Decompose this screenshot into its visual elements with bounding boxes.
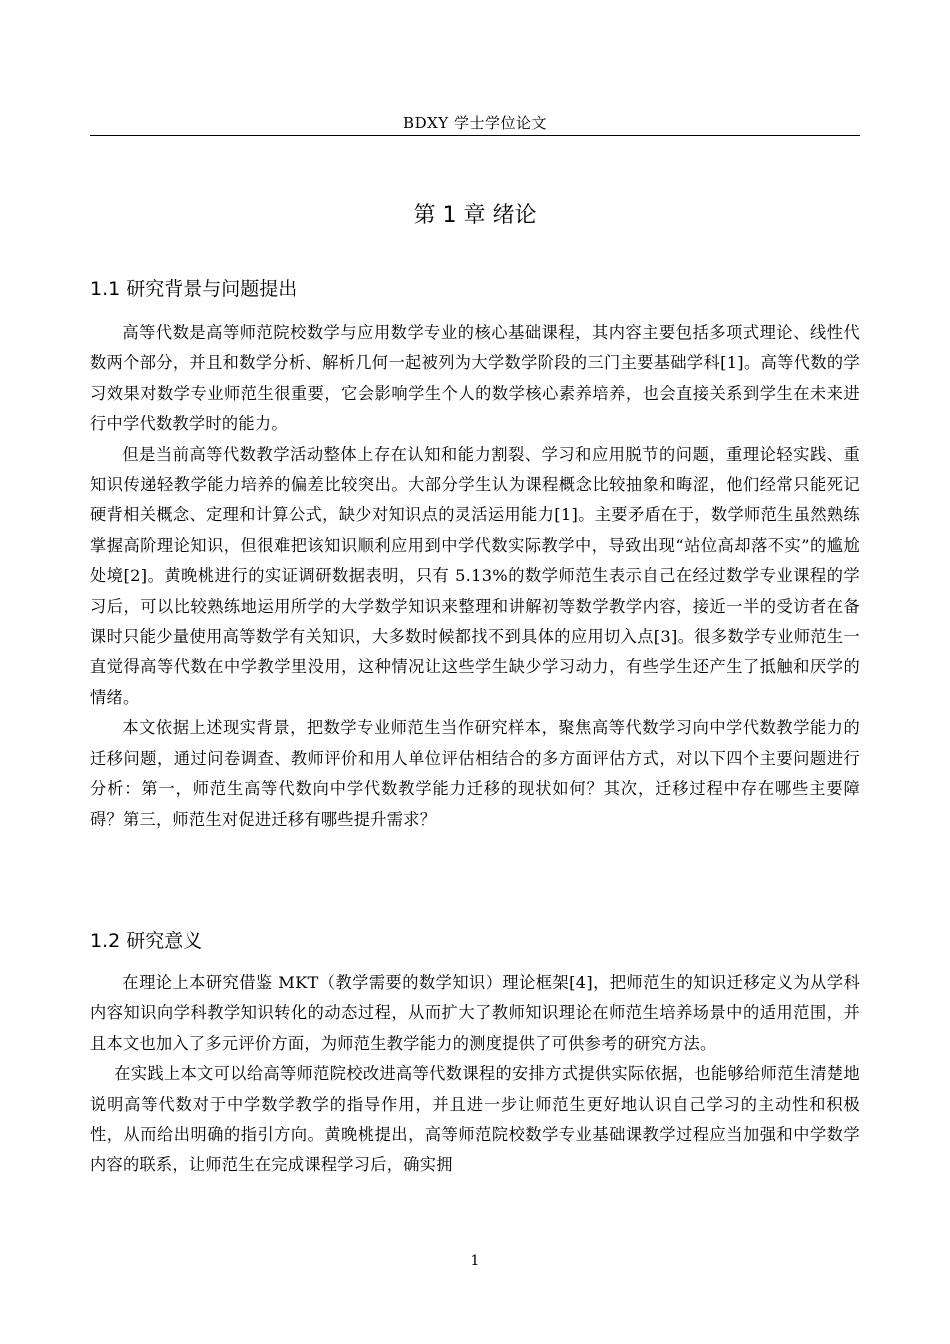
section-1-2 [90,926,860,1181]
section-heading: 1.1 研究背景与问题提出 [90,278,298,300]
header-rule [90,135,860,136]
section-1-1 [90,274,860,835]
running-header: BDXY 学士学位论文 [403,114,547,132]
paragraph: 本文依据上述现实背景，把数学专业师范生当作研究样本，聚焦高等代数学习向中学代数教学能力的迁移问题，通过问卷调查、教师评价和用人单位评估相结合的多方面评估方式，对以下四个主要问题进行分析：第一，师范生高等代数向中学代数教学能力迁移的现状如何？其次，迁移过程中存在哪些主要障碍？第三，师范生对促进迁移有哪些提升需求？ [90,718,860,829]
paragraph: 但是当前高等代数教学活动整体上存在认知和能力割裂、学习和应用脱节的问题，重理论轻实践、重知识传递轻教学能力培养的偏差比较突出。大部分学生认为课程概念比较抽象和晦涩，他们经常只能死记硬背相关概念、定理和计算公式，缺少对知识点的灵活运用能力[1]。主要矛盾在于，数学师范生虽然熟练掌握高阶理论知识，但很难把该知识顺利应用到中学代数实际教学中，导致出现“站位高却落不实”的尴尬处境[2]。黄晚桃进行的实证调研数据表明，只有 5.13%的数学师范生表示自己在经过数学专业课程的学习后，可以比较熟练地运用所学的大学数学知识来整理和讲解初等数学教学内容，接近一半的受访者在备课时只能少量使用高等数学有关知识，大多数时候都找不到具体的应用切入点[3]。很多数学专业师范生一直觉得高等代数在中学教学里没用，这种情况让这些学生缺少学习动力，有些学生还产生了抵触和厌学的情绪。 [90,444,860,707]
paragraph: 在理论上本研究借鉴 MKT（教学需要的数学知识）理论框架[4]，把师范生的知识迁移定义为从学科内容知识向学科教学知识转化的动态过程，从而扩大了教师知识理论在师范生培养场景中的适用范围，并且本文也加入了多元评价方面，为师范生教学能力的测度提供了可供参考的研究方法。 [90,973,860,1053]
chapter-title: 第 1 章 绪论 [413,203,537,228]
page-number: 1 [470,1253,480,1269]
paragraph: 高等代数是高等师范院校数学与应用数学专业的核心基础课程，其内容主要包括多项式理论、线性代数两个部分，并且和数学分析、解析几何一起被列为大学数学阶段的三门主要基础学科[1]。高等代数的学习效果对数学专业师范生很重要，它会影响学生个人的数学核心素养培养，也会直接关系到学生在未来进行中学代数教学时的能力。 [90,323,860,434]
paragraph: 在实践上本文可以给高等师范院校改进高等代数课程的安排方式提供实际依据，也能够给师范生清楚地说明高等代数对于中学数学教学的指导作用，并且进一步让师范生更好地认识自己学习的主动性和积极性，从而给出明确的指引方向。黄晚桃提出，高等师范院校数学专业基础课教学过程应当加强和中学数学内容的联系，让师范生在完成课程学习后，确实拥 [90,1064,860,1175]
section-heading: 1.2 研究意义 [90,930,203,952]
